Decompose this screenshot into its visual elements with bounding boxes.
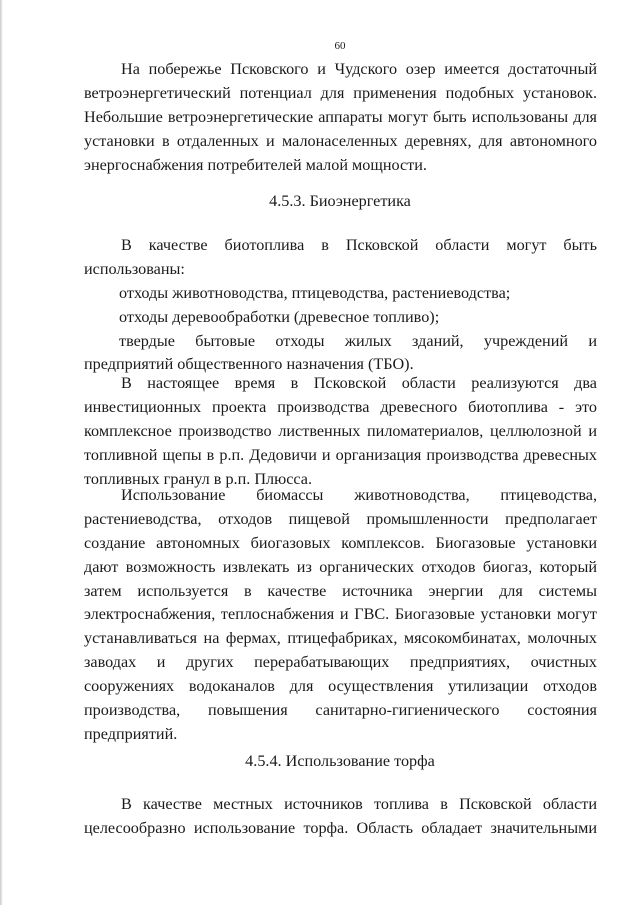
text-line: комплексное производство лиственных пиломатериалов, целлюлозной и — [84, 421, 597, 440]
text-line: дают возможность извлекать из органических отходов биогаз, который — [84, 557, 597, 576]
text-line: энергоснабжения потребителей малой мощности. — [84, 155, 427, 174]
list-item: отходы деревообработки (древесное топливо); — [119, 307, 440, 326]
text-line: Использование биомассы животноводства, птицеводства, — [121, 486, 597, 504]
paragraph-biofuel-intro — [84, 234, 597, 377]
list-item: отходы животноводства, птицеводства, растениеводства; — [119, 283, 511, 302]
paragraph-wind-energy — [84, 58, 597, 177]
text-line: В качестве местных источников топлива в Псковской области — [121, 795, 597, 813]
text-line: затем используется в качестве источника энергии для системы — [84, 581, 597, 600]
text-line: Небольшие ветроэнергетические аппараты могут быть использованы для — [84, 107, 597, 126]
text-line: заводах и других перерабатывающих предприятиях, очистных — [84, 653, 597, 672]
text-line: устанавливаться на фермах, птицефабриках, мясокомбинатах, молочных — [84, 629, 597, 648]
text-line: В качестве биотоплива в Псковской области могут быть — [121, 236, 597, 254]
text-line: инвестиционных проекта производства древесного биотоплива - это — [84, 397, 597, 416]
list-item-continuation: предприятий общественного назначения (ТБО). — [84, 355, 414, 374]
section-heading-bioenergy: 4.5.3. Биоэнергетика — [269, 192, 411, 210]
text-line: производства, повышения санитарно-гигиенического состояния — [84, 701, 597, 720]
text-line: электроснабжения, теплоснабжения и ГВС. Биогазовые установки могут — [84, 605, 597, 624]
text-line: использованы: — [84, 259, 185, 278]
paragraph-peat — [84, 793, 597, 841]
text-line: В настоящее время в Псковской области реализуются два — [121, 374, 597, 392]
text-line: предприятий. — [84, 724, 178, 743]
text-line: целесообразно использование торфа. Область обладает значительными — [84, 818, 597, 837]
text-line: растениеводства, отходов пищевой промышленности предполагает — [84, 509, 597, 528]
page-number: 60 — [334, 40, 346, 52]
section-heading-peat: 4.5.4. Использование торфа — [245, 752, 435, 770]
paragraph-biomass-biogas — [84, 484, 597, 747]
text-line: ветроэнергетический потенциал для применения подобных установок. — [84, 83, 597, 102]
list-item: твердые бытовые отходы жилых зданий, учреждений и — [119, 331, 597, 350]
text-line: На побережье Псковского и Чудского озер имеется достаточный — [121, 60, 597, 78]
text-line: установки в отдаленных и малонаселенных деревнях, для автономного — [84, 131, 597, 150]
text-line: сооружениях водоканалов для осуществления утилизации отходов — [84, 677, 597, 696]
text-line: топливных гранул в р.п. Плюсса. — [84, 469, 313, 488]
text-line: топливной щепы в р.п. Дедовичи и организация производства древесных — [84, 445, 597, 464]
paragraph-investment-projects — [84, 372, 597, 491]
text-line: создание автономных биогазовых комплексов. Биогазовые установки — [84, 533, 597, 552]
